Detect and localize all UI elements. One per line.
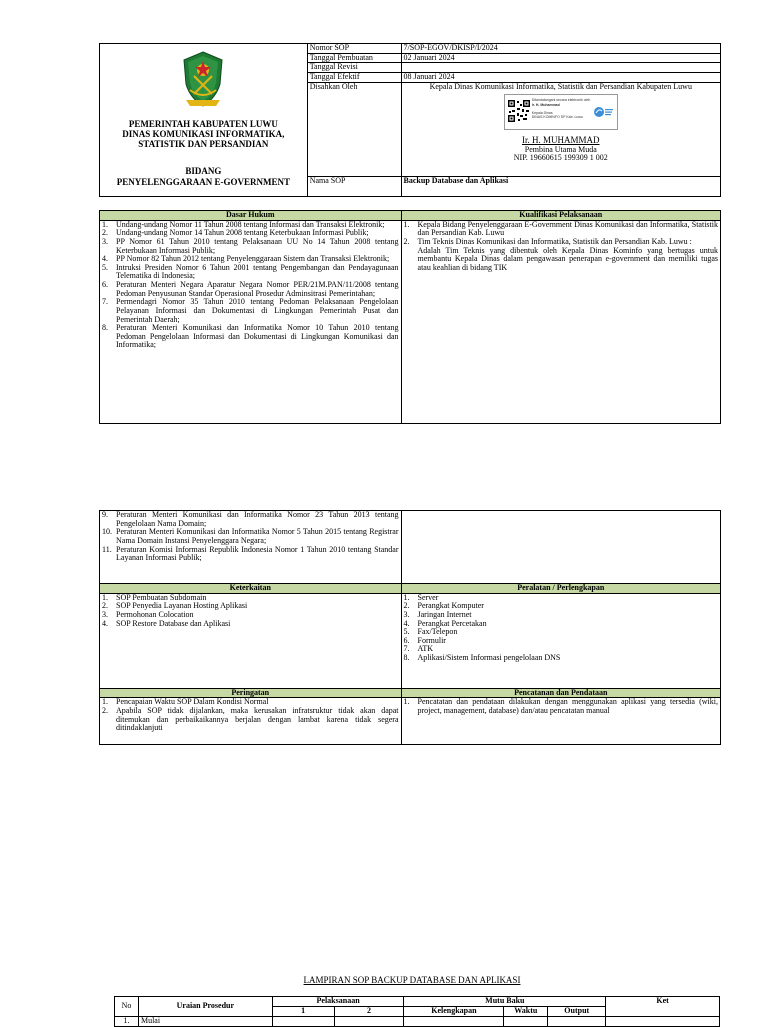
col-output: Output bbox=[548, 1007, 606, 1017]
list-item-text: PP Nomor 61 Tahun 2010 tentang Pelaksanaan UU No 14 Tahun 2008 tentang Keterbukaan Informasi Publik; bbox=[116, 236, 399, 255]
list-item-number: 8. bbox=[403, 653, 410, 662]
org-line-1: PEMERINTAH KABUPATEN LUWU bbox=[128, 118, 278, 129]
peralatan-cell bbox=[401, 593, 720, 688]
list-item-text: Permendagri Nomor 35 Tahun 2010 tentang Pedoman Pelaksanaan Pengelolaan Pelayanan Informasi dan Dokumentasi di Lingkungan Pemerintah Pusat dan Pemerintah Daerah; bbox=[116, 297, 399, 324]
list-item bbox=[102, 707, 399, 733]
sop-header-table bbox=[99, 43, 721, 197]
list-item-number: 4. bbox=[102, 618, 108, 628]
list-item-number: 1. bbox=[403, 592, 410, 602]
esign-signer: Ir. H. Muhammad bbox=[531, 102, 560, 107]
list-item-number: 2. bbox=[403, 601, 410, 611]
peringatan-header: Peringatan bbox=[100, 688, 402, 698]
list-item-number: 1. bbox=[102, 697, 108, 707]
nama-sop-value: Backup Database dan Aplikasi bbox=[401, 176, 720, 196]
list-item bbox=[102, 298, 399, 324]
list-item-number: 6. bbox=[403, 635, 410, 645]
list-item-text: Perangkat Percetakan bbox=[417, 618, 487, 628]
pencatatan-cell bbox=[401, 698, 720, 745]
kualifikasi-list bbox=[404, 221, 718, 247]
list-item-number: 1. bbox=[102, 219, 108, 229]
col-uraian-header: Uraian Prosedur bbox=[138, 997, 272, 1017]
col-no-header: No bbox=[115, 997, 139, 1017]
col-pelaksanaan-header: Pelaksanaan bbox=[272, 997, 404, 1007]
lampiran-title: LAMPIRAN SOP BACKUP DATABASE DAN APLIKASI bbox=[303, 975, 521, 985]
bsre-seal-icon bbox=[592, 105, 614, 119]
kualifikasi-header: Kualifikasi Pelaksanaan bbox=[401, 211, 720, 221]
list-item-text: ATK bbox=[417, 644, 434, 654]
dasar-hukum-cont-list bbox=[102, 511, 399, 563]
dasar-hukum-table bbox=[99, 210, 721, 424]
lampiran-procedure-table bbox=[114, 996, 720, 1027]
list-item-text: Undang-undang Nomor 11 Tahun 2008 tentang Informasi dan Transaksi Elektronik; bbox=[116, 219, 385, 229]
list-item-number: 5. bbox=[403, 627, 410, 637]
list-item-text: Fax/Telepon bbox=[417, 627, 458, 637]
tanggal-efektif-label: Tanggal Efektif bbox=[307, 72, 401, 82]
keterkaitan-cell bbox=[100, 593, 402, 688]
row-1-no: 1. bbox=[115, 1017, 139, 1027]
tanggal-revisi-label: Tanggal Revisi bbox=[307, 63, 401, 73]
list-item-number: 3. bbox=[403, 609, 410, 619]
list-item-text: SOP Penyedia Layanan Hosting Aplikasi bbox=[116, 601, 248, 611]
col-waktu: Waktu bbox=[504, 1007, 548, 1017]
org-line-3: STATISTIK DAN PERSANDIAN bbox=[138, 139, 269, 150]
list-item bbox=[404, 654, 718, 663]
list-item-text: Intruksi Presiden Nomor 6 Tahun 2001 tentang Pengembangan dan Pendayagunaan Telematika di Indonesia; bbox=[116, 262, 399, 281]
org-line-2: DINAS KOMUNIKASI INFORMATIKA, bbox=[122, 128, 285, 139]
list-item bbox=[102, 281, 399, 298]
list-item-number: 8. bbox=[102, 323, 108, 333]
list-item bbox=[404, 628, 718, 637]
peralatan-list bbox=[404, 594, 718, 663]
tanggal-revisi-value bbox=[401, 63, 720, 73]
list-item bbox=[102, 264, 399, 281]
approver-title: Kepala Dinas Komunikasi Informatika, Statistik dan Persandian Kabupaten Luwu bbox=[429, 81, 692, 91]
list-item-text: Jaringan Internet bbox=[417, 609, 472, 619]
list-item bbox=[102, 546, 399, 563]
list-item-number: 9. bbox=[102, 510, 108, 519]
peringatan-list bbox=[102, 698, 399, 733]
bidang-line-1: BIDANG bbox=[185, 165, 222, 176]
list-item-text: Aplikasi/Sistem Informasi pengelolaan DNS bbox=[417, 653, 561, 662]
list-item-number: 11. bbox=[102, 544, 112, 554]
nama-sop-label: Nama SOP bbox=[307, 176, 401, 196]
qr-code-icon bbox=[508, 100, 530, 122]
list-item-text: Peraturan Menteri Negara Aparatur Negara Nomor PER/21M.PAN/11/2008 tentang Pedoman Penyusunan Standar Operasional Prosedur Adminsitrasi Pemerintahan; bbox=[116, 280, 399, 298]
kabupaten-luwu-logo bbox=[180, 50, 226, 108]
peralatan-header: Peralatan / Perlengkapan bbox=[401, 584, 720, 594]
esign-caption: Ditandatangani secara elektronik oleh bbox=[531, 98, 591, 103]
pencatatan-header: Pencatanan dan Pendataan bbox=[401, 688, 720, 698]
dasar-hukum-cont-cell bbox=[100, 511, 402, 584]
list-item-number: 6. bbox=[102, 280, 108, 289]
list-item-number: 3. bbox=[102, 609, 108, 619]
nomor-sop-label: Nomor SOP bbox=[307, 44, 401, 54]
keterkaitan-table bbox=[99, 510, 721, 745]
col-pelaksana-1: 1 bbox=[272, 1007, 334, 1017]
list-item bbox=[404, 637, 718, 646]
list-item-number: 7. bbox=[403, 644, 410, 654]
dasar-hukum-list bbox=[102, 221, 399, 350]
signer-name: Ir. H. MUHAMMAD bbox=[522, 135, 600, 146]
signer-rank: Pembina Utama Muda bbox=[524, 144, 597, 154]
list-item-text: Kepala Bidang Penyelenggaraan E-Government Dinas Komunikasi dan Informatika, Statistik dan Persandian Kab. Luwu bbox=[417, 219, 718, 238]
list-item-text: Peraturan Komisi Informasi Republik Indonesia Nomor 1 Tahun 2010 tentang Standar Layanan Informasi Publik; bbox=[116, 544, 399, 563]
list-item-number: 2. bbox=[102, 601, 108, 611]
list-item bbox=[102, 324, 399, 350]
list-item-number: 2. bbox=[102, 228, 108, 238]
list-item-number: 1. bbox=[403, 219, 410, 229]
list-item-number: 2. bbox=[102, 705, 108, 715]
list-item-text: Server bbox=[417, 592, 439, 602]
dasar-hukum-cell bbox=[100, 220, 402, 423]
list-item bbox=[404, 698, 718, 715]
esign-office: DINAS KOMINFO SP Kab. Luwu bbox=[531, 115, 583, 120]
peringatan-cell bbox=[100, 698, 402, 745]
keterkaitan-header: Keterkaitan bbox=[100, 584, 402, 594]
list-item-number: 5. bbox=[102, 262, 108, 272]
esign-position: Kepala Dinas bbox=[531, 110, 553, 115]
row-1-uraian: Mulai bbox=[138, 1017, 272, 1027]
list-item bbox=[102, 528, 399, 545]
list-item-number: 10. bbox=[102, 527, 112, 537]
nomor-sop-value: 7/SOP-EGOV/DKISP/I/2024 bbox=[401, 44, 720, 54]
list-item-text: PP Nomor 82 Tahun 2012 tentang Penyelenggaraan Sistem dan Transaksi Elektronik; bbox=[116, 254, 390, 264]
approval-block bbox=[401, 82, 720, 176]
list-item-text: Tim Teknis Dinas Komunikasi dan Informatika, Statistik dan Persandian Kab. Luwu : bbox=[417, 236, 692, 246]
list-item-number: 1. bbox=[102, 592, 108, 602]
col-mutu-baku-header: Mutu Baku bbox=[404, 997, 606, 1007]
kualifikasi-cell bbox=[401, 220, 720, 423]
kualifikasi-note: Adalah Tim Teknis yang dibentuk oleh Kepala Dinas Kominfo yang bertugas untuk membantu Kepala Dinas dalam pengawasan penerapan e-government dan memiliki tugas atau keahlian di bidang TIK bbox=[417, 245, 718, 272]
list-item-text: Pencatatan dan pendataan dilakukan dengan menggunakan aplikasi yang tersedia (wiki, project, management, database) dan/atau pencatatan manual bbox=[417, 697, 718, 715]
list-item-number: 4. bbox=[403, 618, 410, 628]
org-block bbox=[100, 44, 308, 197]
empty-cell bbox=[401, 511, 720, 584]
e-signature-box bbox=[504, 94, 618, 130]
list-item-number: 1. bbox=[403, 697, 410, 707]
list-item bbox=[404, 221, 718, 238]
col-pelaksana-2: 2 bbox=[334, 1007, 404, 1017]
list-item-text: Perangkat Komputer bbox=[417, 601, 484, 611]
list-item-text: Apabila SOP tidak dijalankan, maka kerusakan infratsruktur tidak akan dapat ditemukan dan perbaikaikannya berjalan dengan lambat karena tidak segera ditindaklanjuti bbox=[116, 705, 399, 733]
list-item-text: SOP Restore Database dan Aplikasi bbox=[116, 618, 231, 628]
bidang-line-2: PENYELENGGARAAN E-GOVERNMENT bbox=[116, 177, 290, 188]
tanggal-efektif-value: 08 Januari 2024 bbox=[401, 72, 720, 82]
pencatatan-list bbox=[404, 698, 718, 715]
list-item-number: 4. bbox=[102, 254, 108, 264]
tanggal-pembuatan-label: Tanggal Pembuatan bbox=[307, 53, 401, 63]
list-item bbox=[102, 238, 399, 255]
col-ket-header: Ket bbox=[606, 997, 720, 1017]
list-item-number: 7. bbox=[102, 297, 108, 307]
list-item-number: 3. bbox=[102, 236, 108, 246]
list-item-text: SOP Pembuatan Subdomain bbox=[116, 592, 207, 602]
list-item-text: Peraturan Menteri Komunikasi dan Informatika Nomor 10 Tahun 2010 tentang Pedoman Pengelolaan Informasi dan Dokumentasi di Lingkungan Komunikasi dan Informatika; bbox=[116, 323, 399, 350]
list-item-text: Formulir bbox=[417, 635, 446, 645]
tanggal-pembuatan-value: 02 Januari 2024 bbox=[401, 53, 720, 63]
list-item-text: Peraturan Menteri Komunikasi dan Informatika Nomor 5 Tahun 2015 tentang Registrar Nama Domain Instansi Penyelenggara Negara; bbox=[116, 527, 399, 545]
col-kelengkapan: Kelengkapan bbox=[404, 1007, 504, 1017]
signer-nip: NIP. 19660615 199309 1 002 bbox=[513, 153, 608, 163]
disahkan-label: Disahkan Oleh bbox=[307, 82, 401, 176]
list-item-text: Undang-undang Nomor 14 Tahun 2008 tentang Keterbukaan Informasi Publik; bbox=[116, 228, 369, 238]
list-item-number: 2. bbox=[403, 236, 410, 246]
list-item-text: Pencapaian Waktu SOP Dalam Kondisi Normal bbox=[116, 697, 269, 707]
list-item-text: Peraturan Menteri Komunikasi dan Informatika Nomor 23 Tahun 2013 tentang Pengelolaan Nama Domain; bbox=[116, 510, 399, 528]
dasar-hukum-header: Dasar Hukum bbox=[100, 211, 402, 221]
list-item bbox=[102, 511, 399, 528]
list-item-text: Permohonan Colocation bbox=[116, 609, 194, 619]
list-item bbox=[102, 620, 399, 629]
keterkaitan-list bbox=[102, 594, 399, 629]
